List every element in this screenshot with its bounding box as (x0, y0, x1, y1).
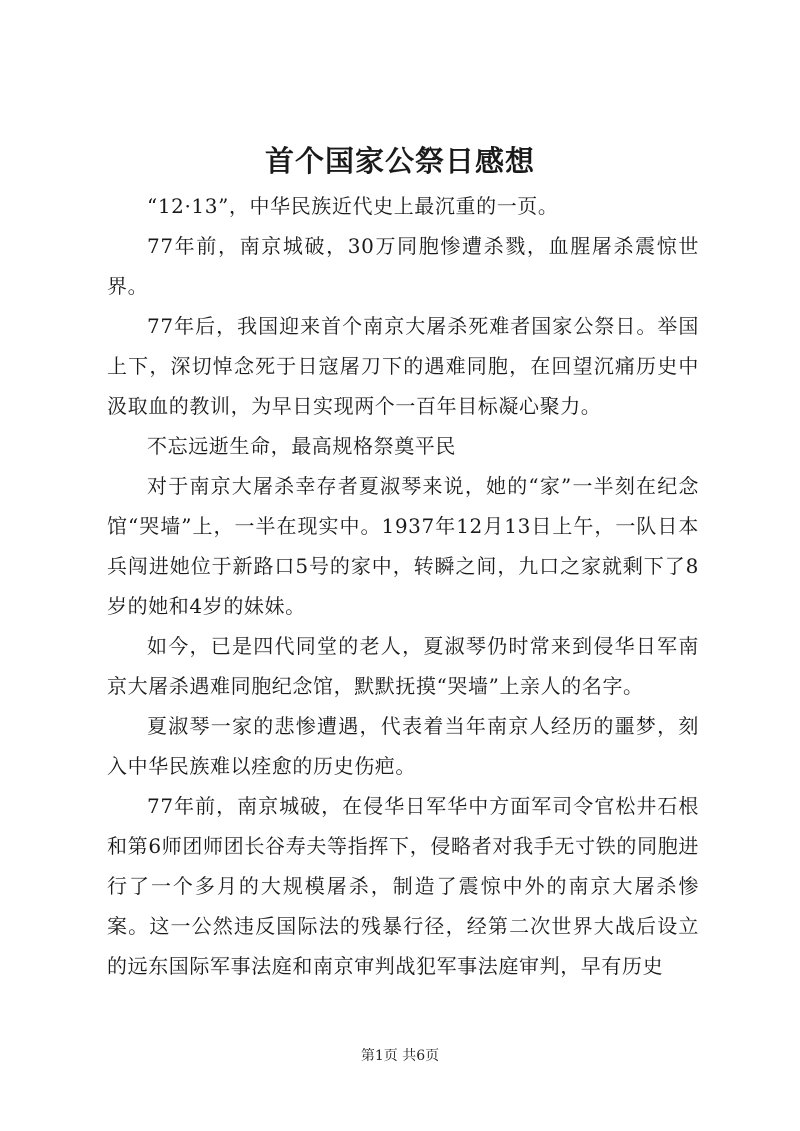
page-title: 首个国家公祭日感想 (264, 144, 535, 178)
paragraph-4: 对于南京大屠杀幸存者夏淑琴来说，她的“家”一半刻在纪念馆“哭墙”上，一半在现实中。1937年12月13日上午，一队日本兵闯进她位于新路口5号的家中，转瞬之间，九口之家就剩下了8岁的她和4岁的妹妹。 (107, 474, 699, 618)
document-body (107, 186, 699, 986)
paragraph-2: 77年前，南京城破，30万同胞惨遭杀戮，血腥屠杀震惊世界。 (107, 234, 699, 298)
paragraph-5: 如今，已是四代同堂的老人，夏淑琴仍时常来到侵华日军南京大屠杀遇难同胞纪念馆，默默抚摸“哭墙”上亲人的名字。 (107, 634, 699, 698)
paragraph-7: 77年前，南京城破，在侵华日军华中方面军司令官松井石根和第6师团师团长谷寿夫等指挥下，侵略者对我手无寸铁的同胞进行了一个多月的大规模屠杀，制造了震惊中外的南京大屠杀惨案。这一公然违反国际法的残暴行径，经第二次世界大战后设立的远东国际军事法庭和南京审判战犯军事法庭审判，早有历史 (107, 794, 699, 978)
paragraph-3: 77年后，我国迎来首个南京大屠杀死难者国家公祭日。举国上下，深切悼念死于日寇屠刀下的遇难同胞，在回望沉痛历史中汲取血的教训，为早日实现两个一百年目标凝心聚力。 (107, 314, 699, 418)
page-number: 第1页 共6页 (360, 1048, 440, 1064)
section-heading: 不忘远逝生命，最高规格祭奠平民 (147, 434, 456, 458)
paragraph-6: 夏淑琴一家的悲惨遭遇，代表着当年南京人经历的噩梦，刻入中华民族难以痊愈的历史伤疤。 (107, 714, 699, 778)
paragraph-1: “12·13”，中华民族近代史上最沉重的一页。 (147, 194, 559, 218)
